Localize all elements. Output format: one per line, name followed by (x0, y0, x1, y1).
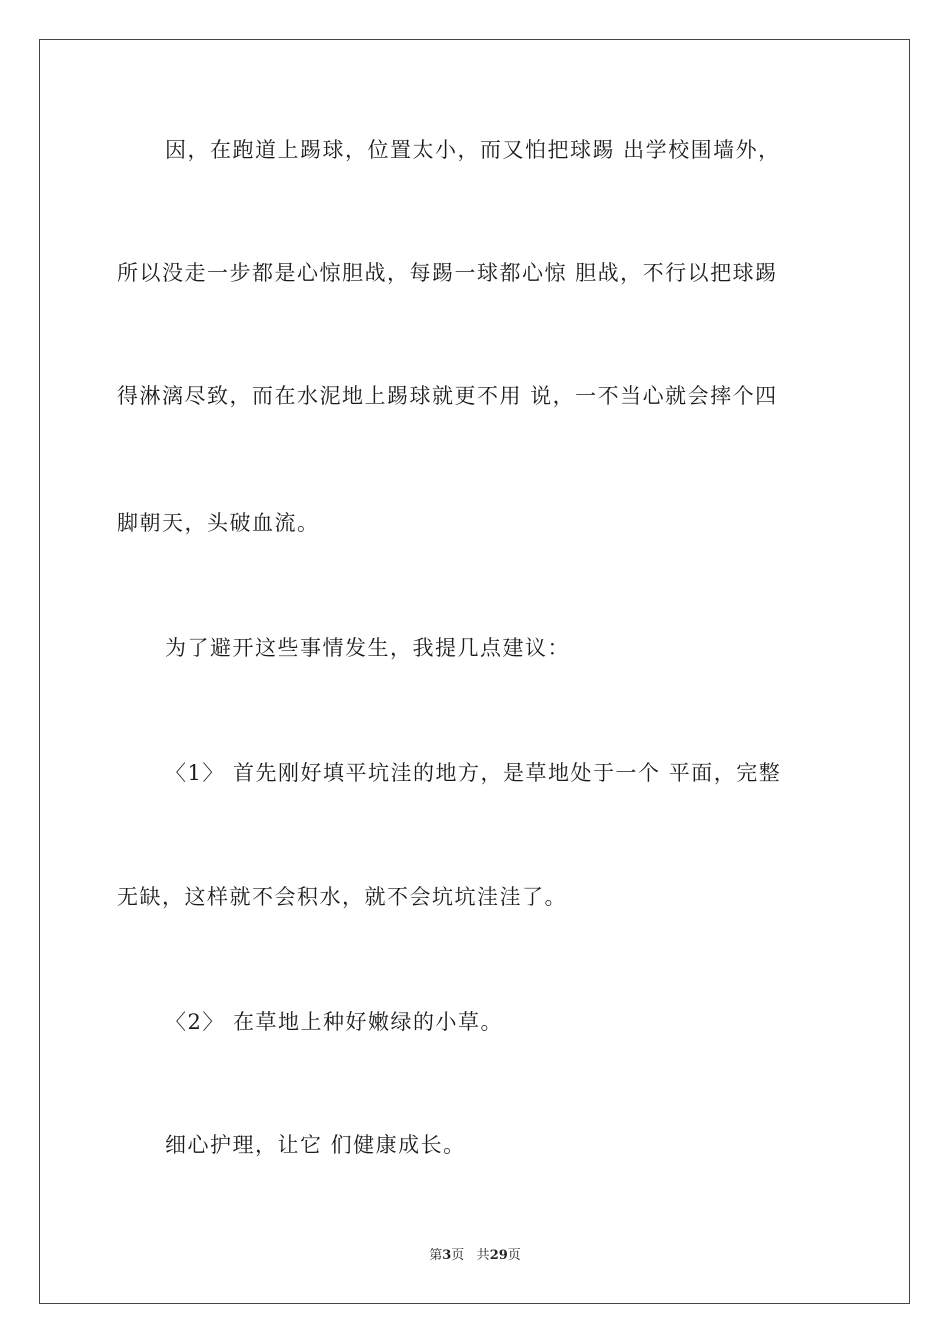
footer-page-number: 3 (442, 1248, 452, 1263)
footer-total-pages: 29 (489, 1248, 508, 1263)
text-line-8: 〈2〉 在草地上种好嫩绿的小草。 (165, 1010, 504, 1034)
footer-total-suffix: 页 (507, 1248, 521, 1263)
page-border (39, 39, 910, 1304)
text-line-2: 所以没走一步都是心惊胆战，每踢一球都心惊 胆战，不行以把球踢 (117, 261, 778, 285)
footer-page-suffix: 页 (451, 1248, 465, 1263)
text-line-3: 得淋漓尽致，而在水泥地上踢球就更不用 说，一不当心就会摔个四 (117, 384, 778, 408)
footer-page-prefix: 第 (429, 1248, 443, 1263)
text-line-4: 脚朝天，头破血流。 (117, 511, 320, 535)
text-line-7: 无缺，这样就不会积水，就不会坑坑洼洼了。 (117, 885, 567, 909)
page-footer (0, 1247, 950, 1265)
text-line-6: 〈1〉 首先刚好填平坑洼的地方，是草地处于一个 平面，完整 (165, 761, 782, 785)
text-line-1: 因，在跑道上踢球，位置太小，而又怕把球踢 出学校围墙外， (165, 138, 781, 162)
text-line-9: 细心护理，让它 们健康成长。 (165, 1133, 466, 1157)
footer-total-prefix: 共 (476, 1248, 490, 1263)
text-line-5: 为了避开这些事情发生，我提几点建议： (165, 636, 570, 660)
